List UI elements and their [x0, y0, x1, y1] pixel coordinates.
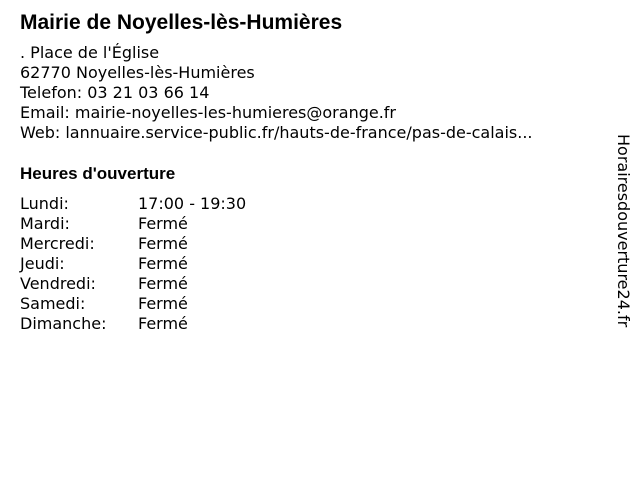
hours-row-friday	[20, 274, 246, 294]
page-title: Mairie de Noyelles-lès-Humières	[20, 11, 343, 34]
hours-day: Dimanche:	[20, 314, 107, 333]
hours-time: Fermé	[138, 294, 188, 313]
hours-row-monday	[20, 194, 246, 214]
hours-row-wednesday	[20, 234, 246, 254]
hours-day: Mercredi:	[20, 234, 95, 253]
street-line: . Place de l'Église	[20, 43, 160, 62]
hours-day: Jeudi:	[20, 254, 65, 273]
address-block	[20, 43, 533, 143]
web-line[interactable]: Web: lannuaire.service-public.fr/hauts-de-france/pas-de-calais...	[20, 123, 533, 142]
hours-row-tuesday	[20, 214, 246, 234]
hours-time: Fermé	[138, 254, 188, 273]
hours-row-sunday	[20, 314, 246, 334]
hours-time: 17:00 - 19:30	[138, 194, 247, 213]
hours-row-thursday	[20, 254, 246, 274]
hours-heading: Heures d'ouverture	[20, 164, 176, 183]
email-line[interactable]: Email: mairie-noyelles-les-humieres@orange.fr	[20, 103, 396, 122]
hours-time: Fermé	[138, 214, 188, 233]
hours-time: Fermé	[138, 234, 188, 253]
phone-line[interactable]: Telefon: 03 21 03 66 14	[20, 83, 210, 102]
hours-time: Fermé	[138, 314, 188, 333]
city-line: 62770 Noyelles-lès-Humières	[20, 63, 255, 82]
hours-day: Lundi:	[20, 194, 69, 213]
hours-row-saturday	[20, 294, 246, 314]
site-brand-vertical: Horairesdouverture24.fr	[614, 134, 633, 328]
hours-day: Samedi:	[20, 294, 86, 313]
hours-time: Fermé	[138, 274, 188, 293]
hours-table	[20, 194, 246, 334]
hours-day: Mardi:	[20, 214, 70, 233]
hours-day: Vendredi:	[20, 274, 96, 293]
